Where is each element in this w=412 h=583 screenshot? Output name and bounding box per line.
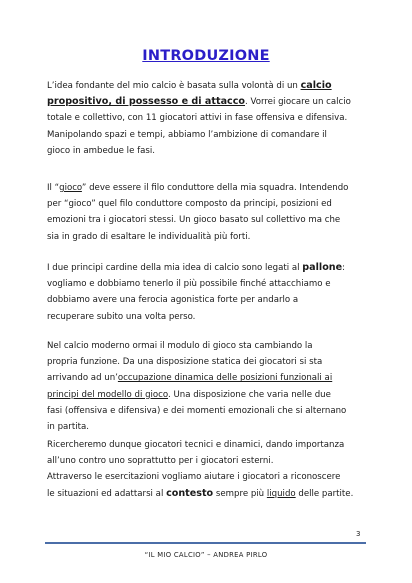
paragraph-4 [47, 338, 365, 435]
text: sempre più [213, 488, 267, 499]
text-line: totale e collettivo, con 11 giocatori attivi in fase offensiva e difensiva. [47, 113, 348, 124]
emphasis-text: propositivo, di possesso e di attacco [47, 96, 246, 108]
text: ” deve essere il filo conduttore della mia squadra. Intendendo [81, 183, 349, 193]
text-line: sia in grado di esaltare le individualità più forti. [47, 231, 251, 242]
footer-divider [45, 542, 366, 544]
text-line: Attraverso le esercitazioni vogliamo aiutare i giocatori a riconoscere [47, 472, 341, 483]
paragraph-3 [47, 260, 365, 325]
paragraph-1 [47, 78, 365, 159]
underlined-text: liquido [266, 488, 296, 499]
underlined-text: gioco [59, 183, 82, 193]
text-line: per “gioco” quel filo conduttore composto da principi, posizioni ed [47, 199, 332, 210]
text-line: recuperare subito una volta perso. [47, 311, 196, 322]
text-line: vogliamo e dobbiamo tenerlo il più possibile finché attacchiamo e [47, 279, 331, 290]
text: le situazioni ed adattarsi al [47, 488, 167, 499]
footer-text: “IL MIO CALCIO” – ANDREA PIRLO [144, 551, 268, 559]
text: arrivando ad un’ [47, 373, 118, 384]
bold-text: contesto [166, 487, 214, 499]
text-line: in partita. [47, 422, 89, 433]
text: : [342, 263, 346, 273]
text-line: all’uno contro uno soprattutto per i giocatori esterni. [47, 456, 274, 467]
text-line: propria funzione. Da una disposizione statica dei giocatori si sta [47, 357, 323, 368]
underlined-text: principi del modello di gioco [47, 389, 169, 400]
text-line: Ricercheremo dunque giocatori tecnici e dinamici, dando importanza [47, 440, 345, 450]
text: . Vorrei giocare un calcio [245, 97, 351, 108]
page-title: INTRODUZIONE [142, 48, 270, 64]
emphasis-text: calcio [300, 80, 332, 91]
text: Il “ [47, 183, 60, 193]
text-line: dobbiamo avere una ferocia agonistica forte per andarlo a [47, 295, 299, 306]
paragraph-2 [47, 180, 365, 245]
text-line: Manipolando spazi e tempi, abbiamo l’ambizione di comandare il [47, 129, 327, 140]
text-line: Nel calcio moderno ormai il modulo di gioco sta cambiando la [47, 341, 313, 351]
bold-text: pallone [302, 262, 343, 273]
text-line: fasi (offensiva e difensiva) e dei momenti emozionali che si alternano [47, 405, 347, 416]
text: . Una disposizione che varia nelle due [168, 389, 331, 400]
text-line: emozioni tra i giocatori stessi. Un gioco basato sul collettivo ma che [47, 215, 341, 226]
text-line: gioco in ambedue le fasi. [47, 145, 155, 156]
text: L’idea fondante del mio calcio è basata sulla volontà di un [47, 81, 301, 91]
text: delle partite. [295, 488, 354, 499]
text: I due principi cardine della mia idea di calcio sono legati al [47, 263, 303, 273]
page-number: 3 [356, 530, 361, 538]
paragraph-5 [47, 437, 365, 502]
underlined-text: occupazione dinamica delle posizioni funzionali ai [117, 373, 333, 384]
